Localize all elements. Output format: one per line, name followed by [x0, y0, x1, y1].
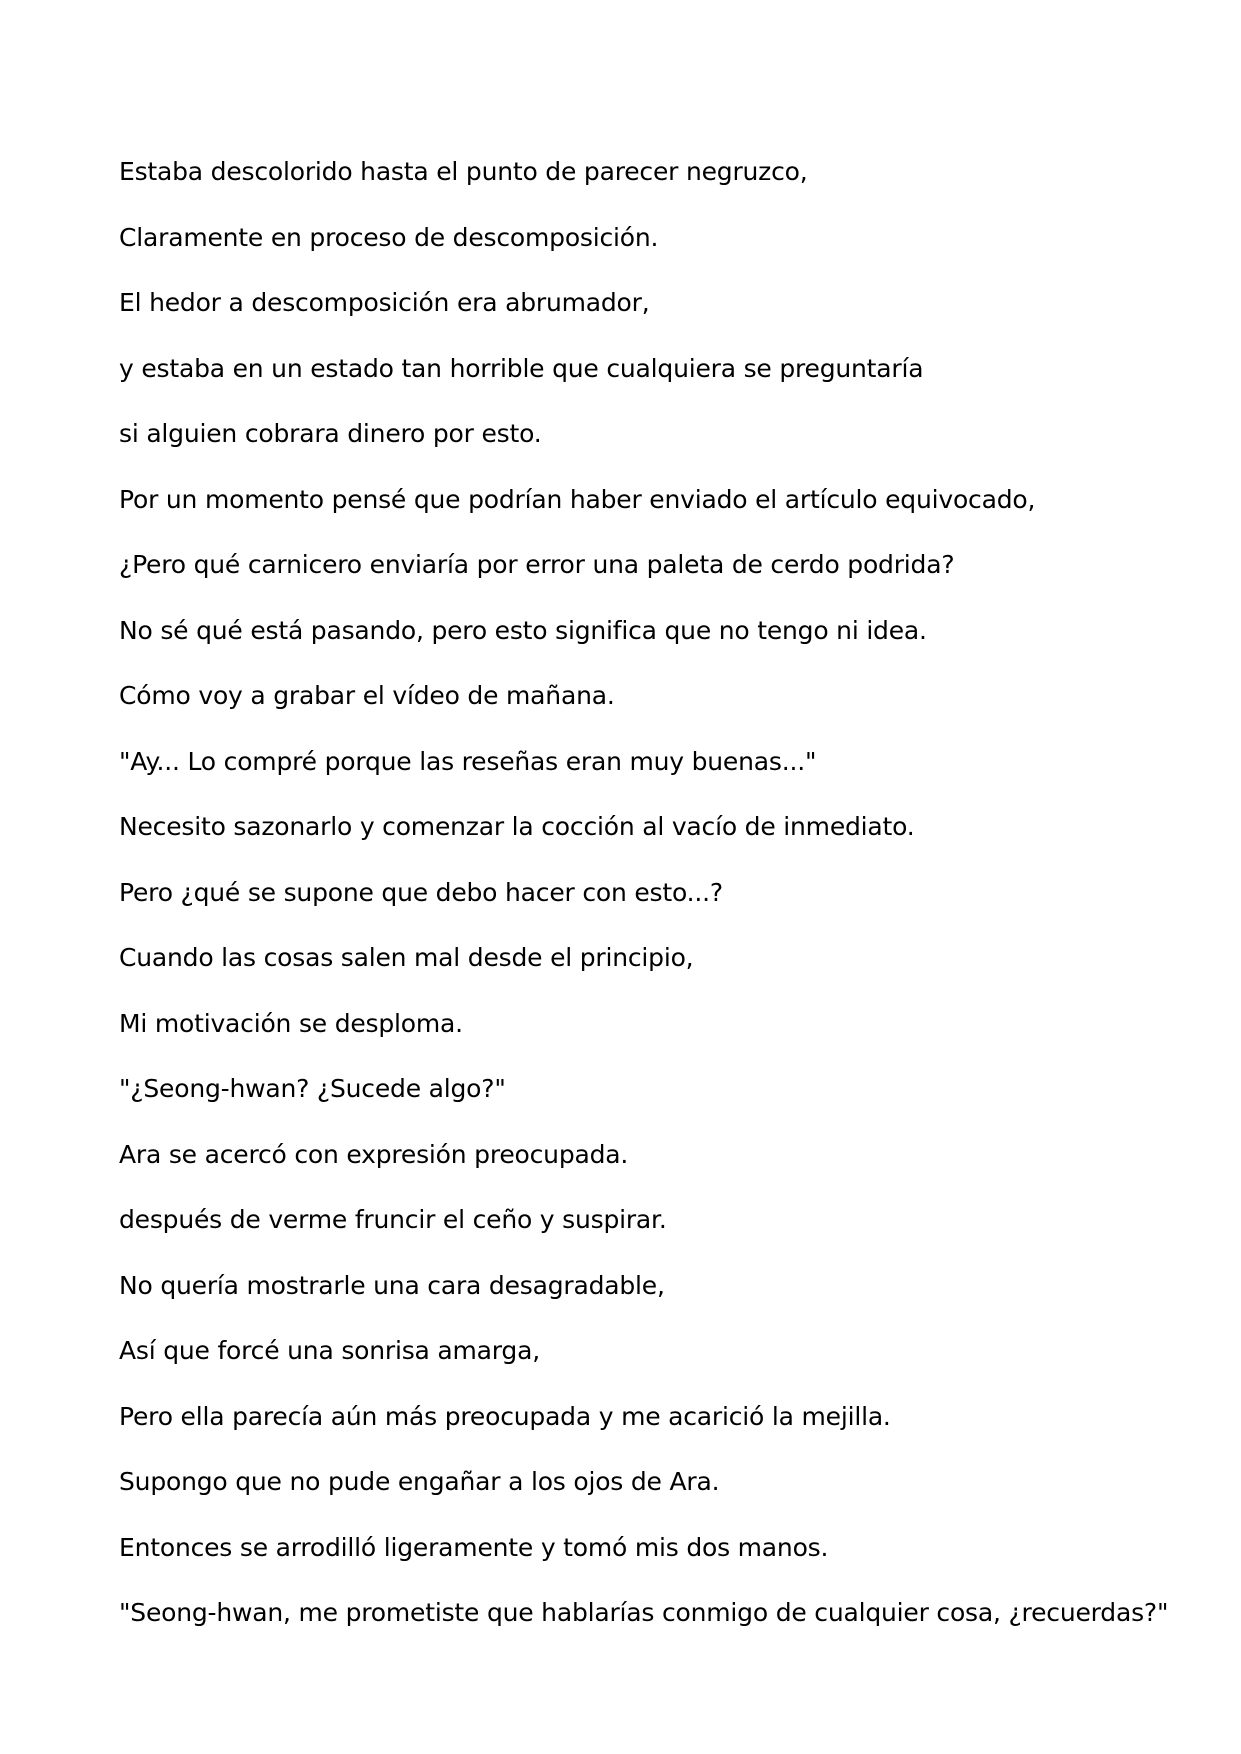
text-line: Necesito sazonarlo y comenzar la cocción al vacío de inmediato.: [119, 812, 915, 841]
text-line: No sé qué está pasando, pero esto significa que no tengo ni idea.: [119, 615, 927, 645]
text-line: Pero ella parecía aún más preocupada y me acarició la mejilla.: [119, 1401, 891, 1431]
document-body: [119, 150, 1209, 1657]
text-line: Ara se acercó con expresión preocupada.: [119, 1139, 629, 1169]
text-line: Cuando las cosas salen mal desde el principio,: [119, 943, 694, 972]
text-line: Así que forcé una sonrisa amarga,: [119, 1336, 540, 1365]
text-line: Cómo voy a grabar el vídeo de mañana.: [119, 681, 615, 710]
text-line: "Seong-hwan, me prometiste que hablarías conmigo de cualquier cosa, ¿recuerdas?": [119, 1598, 1169, 1627]
text-line: Claramente en proceso de descomposición.: [119, 222, 659, 252]
text-line: Por un momento pensé que podrían haber enviado el artículo equivocado,: [119, 484, 1036, 514]
text-line: Estaba descolorido hasta el punto de parecer negruzco,: [119, 157, 808, 186]
text-line: y estaba en un estado tan horrible que cualquiera se preguntaría: [119, 353, 924, 383]
text-line: Pero ¿qué se supone que debo hacer con esto...?: [119, 877, 723, 907]
text-line: si alguien cobrara dinero por esto.: [119, 419, 542, 448]
text-line: ¿Pero qué carnicero enviaría por error una paleta de cerdo podrida?: [119, 550, 955, 579]
text-line: No quería mostrarle una cara desagradable,: [119, 1270, 665, 1300]
text-line: Supongo que no pude engañar a los ojos de Ara.: [119, 1467, 720, 1496]
text-line: "¿Seong-hwan? ¿Sucede algo?": [119, 1074, 506, 1103]
text-line: Entonces se arrodilló ligeramente y tomó mis dos manos.: [119, 1532, 829, 1562]
text-line: Mi motivación se desploma.: [119, 1008, 463, 1038]
text-line: después de verme fruncir el ceño y suspirar.: [119, 1205, 667, 1234]
text-line: El hedor a descomposición era abrumador,: [119, 288, 650, 317]
text-line: "Ay... Lo compré porque las reseñas eran muy buenas...": [119, 746, 817, 776]
